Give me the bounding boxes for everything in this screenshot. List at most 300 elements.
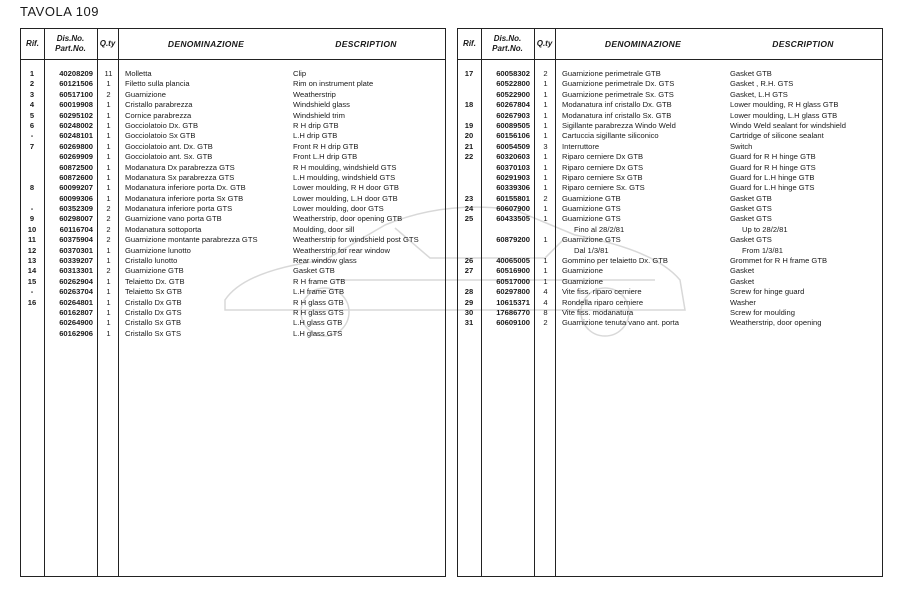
parts-row <box>21 235 445 245</box>
rif-cell: 25 <box>464 214 474 224</box>
rif-cell: - <box>30 204 34 214</box>
denominazione-cell: Modanatura inferiore porta Dx. GTB <box>125 183 246 193</box>
part-number-cell: 60339207 <box>59 256 93 266</box>
parts-row <box>458 111 882 121</box>
parts-row <box>458 173 882 183</box>
qty-cell: 1 <box>543 120 548 130</box>
part-number-cell: 60516900 <box>496 266 530 276</box>
description-cell: Rear window glass <box>293 256 357 266</box>
parts-row <box>21 298 445 308</box>
parts-row <box>21 152 445 162</box>
parts-row <box>458 308 882 318</box>
qty-cell: 1 <box>543 89 548 99</box>
parts-row <box>458 194 882 204</box>
description-cell: L.H moulding, windshield GTS <box>293 172 396 182</box>
description-cell: Up to 28/2/81 <box>742 224 788 234</box>
parts-row <box>21 277 445 287</box>
denominazione-cell: Vite fiss. modanatura <box>562 307 634 317</box>
parts-row <box>21 173 445 183</box>
qty-cell: 1 <box>543 172 548 182</box>
rif-header: Rif. <box>21 29 45 59</box>
part-header-line1: Dis.No. <box>56 34 85 43</box>
parts-row <box>21 142 445 152</box>
part-header-line2: Part.No. <box>55 44 86 53</box>
qty-cell: 1 <box>106 172 111 182</box>
qty-cell: 4 <box>543 287 548 297</box>
part-number-cell: 60267804 <box>496 100 530 110</box>
qty-cell: 1 <box>106 152 111 162</box>
denominazione-cell: Vite fiss. riparo cerniere <box>562 287 642 297</box>
parts-row <box>458 131 882 141</box>
denominazione-cell: Cristallo Dx GTS <box>125 307 182 317</box>
parts-row <box>21 287 445 297</box>
parts-row <box>458 163 882 173</box>
part-number-cell: 60522900 <box>496 89 530 99</box>
denominazione-cell: Guarnizione lunotto <box>125 245 191 255</box>
qty-cell: 2 <box>543 69 548 78</box>
part-number-cell: 60522800 <box>496 79 530 89</box>
description-cell: Guard for L.H hinge GTS <box>730 183 815 193</box>
part-header-line2: Part.No. <box>492 44 523 53</box>
parts-row <box>458 90 882 100</box>
parts-row <box>21 183 445 193</box>
description-cell: Cartridge of silicone sealant <box>730 131 824 141</box>
parts-row <box>21 69 445 79</box>
denominazione-cell: Guarnizione GTS <box>562 235 621 245</box>
qty-cell: 1 <box>106 297 111 307</box>
part-number-cell: 60295102 <box>59 110 93 120</box>
part-number-cell: 60517100 <box>59 89 93 99</box>
part-number-cell: 60872500 <box>59 162 93 172</box>
parts-row <box>458 142 882 152</box>
qty-header: Q.ty <box>97 29 119 59</box>
qty-cell: 2 <box>543 193 548 203</box>
left-parts-table <box>20 28 446 577</box>
description-header: DESCRIPTION <box>772 39 834 49</box>
description-cell: Gasket GTB <box>293 266 335 276</box>
qty-cell: 1 <box>106 318 111 328</box>
part-number-cell: 60263704 <box>59 287 93 297</box>
qty-cell: 1 <box>106 245 111 255</box>
denominazione-cell: Filetto sulla plancia <box>125 79 190 89</box>
qty-cell: 1 <box>543 276 548 286</box>
part-number-cell: 17686770 <box>496 307 530 317</box>
denominazione-cell: Telaietto Dx. GTB <box>125 276 185 286</box>
qty-cell: 1 <box>543 204 548 214</box>
part-number-cell: 60156106 <box>496 131 530 141</box>
description-cell: Screw for hinge guard <box>730 287 805 297</box>
description-cell: Grommet for R H frame GTB <box>730 256 828 266</box>
description-cell: Lower moulding, L.H glass GTB <box>730 110 838 120</box>
description-cell: Clip <box>293 69 307 78</box>
description-cell: Windshield glass <box>293 100 350 110</box>
description-cell: Weatherstrip for windshield post GTS <box>293 235 419 245</box>
denominazione-cell: Guarnizione tenuta vano ant. porta <box>562 318 679 328</box>
description-cell: Guard for L.H hinge GTB <box>730 172 815 182</box>
rif-cell: 4 <box>29 100 35 110</box>
part-number-cell: 60297800 <box>496 287 530 297</box>
part-number-cell: 60267903 <box>496 110 530 120</box>
description-cell: Gasket , R.H. GTS <box>730 79 794 89</box>
denominazione-cell: Gocciolatoio ant. Dx. GTB <box>125 141 213 151</box>
rif-cell: 16 <box>27 297 37 307</box>
parts-row <box>458 183 882 193</box>
right-rows <box>458 69 882 329</box>
rif-cell: 22 <box>464 152 474 162</box>
qty-cell: 1 <box>543 110 548 120</box>
qty-cell: 3 <box>543 141 548 151</box>
description-cell: Rim on instrument plate <box>293 79 374 89</box>
qty-cell: 1 <box>106 100 111 110</box>
description-cell: Gasket GTS <box>730 214 772 224</box>
qty-cell: 2 <box>106 266 111 276</box>
denominazione-cell: Sigillante parabrezza Windo Weld <box>562 120 676 130</box>
denominazione-cell: Rondella riparo cerniere <box>562 297 644 307</box>
denominazione-cell: Guarnizione GTB <box>125 266 184 276</box>
parts-row <box>458 256 882 266</box>
denominazione-cell: Riparo cerniere Dx GTS <box>562 162 644 172</box>
description-cell: R H glass GTB <box>293 297 344 307</box>
description-cell: Gasket GTB <box>730 193 772 203</box>
denominazione-cell: Dal 1/3/81 <box>574 245 609 255</box>
qty-cell: 11 <box>104 69 113 78</box>
qty-cell: 1 <box>543 162 548 172</box>
part-number-cell: 60339306 <box>496 183 530 193</box>
qty-cell: 1 <box>543 214 548 224</box>
parts-row <box>458 204 882 214</box>
parts-row <box>458 100 882 110</box>
rif-cell: 15 <box>27 276 37 286</box>
description-cell: Gasket, L.H GTS <box>730 89 788 99</box>
part-number-cell: 60019908 <box>59 100 93 110</box>
part-number-cell: 40208209 <box>59 69 93 78</box>
part-number-cell: 60433505 <box>496 214 530 224</box>
rif-cell: 8 <box>29 183 35 193</box>
denominazione-cell: Cristallo lunotto <box>125 256 178 266</box>
description-cell: Moulding, door sill <box>293 224 355 234</box>
rif-cell: 12 <box>27 245 37 255</box>
denominazione-cell: Modanatura inferiore porta GTS <box>125 204 233 214</box>
qty-cell: 1 <box>543 183 548 193</box>
description-cell: From 1/3/81 <box>742 245 783 255</box>
part-number-cell: 60264900 <box>59 318 93 328</box>
denominazione-cell: Gocciolatoio ant. Sx. GTB <box>125 152 213 162</box>
part-number-cell: 60248101 <box>59 131 93 141</box>
part-number-cell: 60313301 <box>59 266 93 276</box>
rif-cell: 9 <box>29 214 35 224</box>
parts-row <box>458 214 882 224</box>
rif-cell: 5 <box>29 110 35 120</box>
description-cell: L.H frame GTB <box>293 287 345 297</box>
rif-cell: 14 <box>27 266 37 276</box>
qty-cell: 1 <box>543 152 548 162</box>
part-number-cell: 60375904 <box>59 235 93 245</box>
part-number-cell: 60248002 <box>59 120 93 130</box>
denominazione-cell: Guarnizione perimetrale Sx. GTS <box>562 89 674 99</box>
right-parts-table <box>457 28 883 577</box>
qty-cell: 2 <box>106 214 111 224</box>
qty-cell: 2 <box>106 89 111 99</box>
parts-row <box>21 246 445 256</box>
qty-cell: 1 <box>106 193 111 203</box>
description-cell: Gasket <box>730 276 755 286</box>
part-number-cell: 60099207 <box>59 183 93 193</box>
description-cell: Windshield trim <box>293 110 345 120</box>
part-header <box>481 29 535 59</box>
parts-row <box>458 225 882 235</box>
description-cell: Gasket GTS <box>730 204 772 214</box>
denominazione-cell: Modanatura sottoporta <box>125 224 202 234</box>
rif-cell: 3 <box>29 89 35 99</box>
rif-cell: 27 <box>464 266 474 276</box>
part-number-cell: 60607900 <box>496 204 530 214</box>
description-cell: Lower moulding, R H door GTB <box>293 183 399 193</box>
description-cell: R H frame GTB <box>293 276 346 286</box>
left-rows <box>21 69 445 339</box>
rif-cell: 17 <box>464 69 474 78</box>
denominazione-cell: Guarnizione vano porta GTB <box>125 214 222 224</box>
part-number-cell: 40065005 <box>496 256 530 266</box>
qty-cell: 1 <box>543 100 548 110</box>
qty-cell: 1 <box>106 287 111 297</box>
parts-row <box>21 111 445 121</box>
parts-row <box>458 277 882 287</box>
description-cell: Lower moulding, L.H door GTB <box>293 193 398 203</box>
part-number-cell: 60162807 <box>59 307 93 317</box>
denominazione-cell: Modanatura inf cristallo Dx. GTB <box>562 100 672 110</box>
denominazione-cell: Guarnizione <box>562 276 603 286</box>
parts-row <box>21 194 445 204</box>
parts-row <box>21 131 445 141</box>
parts-row <box>458 318 882 328</box>
denominazione-cell: Cornice parabrezza <box>125 110 192 120</box>
rif-cell: 29 <box>464 297 474 307</box>
part-number-cell: 60089505 <box>496 120 530 130</box>
rif-cell: 7 <box>29 141 35 151</box>
denominazione-cell: Guarnizione <box>125 89 166 99</box>
description-cell: Screw for moulding <box>730 307 795 317</box>
part-number-cell: 60264801 <box>59 297 93 307</box>
part-number-cell: 60162906 <box>59 328 93 338</box>
denominazione-cell: Guarnizione GTS <box>562 204 621 214</box>
parts-row <box>21 308 445 318</box>
qty-cell: 4 <box>543 297 548 307</box>
part-number-cell: 60370301 <box>59 245 93 255</box>
parts-row <box>21 163 445 173</box>
description-cell: L.H glass GTB <box>293 318 343 328</box>
qty-cell: 8 <box>543 307 548 317</box>
parts-row <box>21 225 445 235</box>
description-cell: Front R H drip GTB <box>293 141 359 151</box>
denominazione-cell: Guarnizione GTB <box>562 193 621 203</box>
rif-cell: 30 <box>464 307 474 317</box>
rif-cell: 21 <box>464 141 474 151</box>
page-title: TAVOLA 109 <box>20 4 99 19</box>
denominazione-cell: Cristallo Sx GTS <box>125 328 182 338</box>
description-cell: Weatherstrip <box>293 89 336 99</box>
part-number-cell: 60269909 <box>59 152 93 162</box>
parts-row <box>21 214 445 224</box>
description-cell: L.H glass GTS <box>293 328 343 338</box>
rif-cell: 23 <box>464 193 474 203</box>
description-cell: Switch <box>730 141 753 151</box>
parts-row <box>21 266 445 276</box>
qty-cell: 1 <box>543 266 548 276</box>
denominazione-cell: Guarnizione GTS <box>562 214 621 224</box>
parts-row <box>458 69 882 79</box>
denominazione-cell: Fino al 28/2/81 <box>574 224 625 234</box>
rif-cell: - <box>30 131 34 141</box>
denominazione-cell: Guarnizione perimetrale GTB <box>562 69 661 78</box>
denominazione-cell: Cristallo Sx GTB <box>125 318 182 328</box>
part-number-cell: 60879200 <box>496 235 530 245</box>
part-number-cell: 60262904 <box>59 276 93 286</box>
qty-cell: 2 <box>106 224 111 234</box>
parts-row <box>458 287 882 297</box>
denominazione-header: DENOMINAZIONE <box>167 39 245 49</box>
denominazione-cell: Guarnizione <box>562 266 603 276</box>
parts-row <box>21 256 445 266</box>
description-cell: Front L.H drip GTB <box>293 152 358 162</box>
qty-cell: 1 <box>543 256 548 266</box>
part-header <box>44 29 98 59</box>
rif-cell: 31 <box>464 318 474 328</box>
denominazione-cell: Modanatura Dx parabrezza GTS <box>125 162 235 172</box>
rif-cell: - <box>30 287 34 297</box>
qty-cell: 1 <box>543 235 548 245</box>
parts-row <box>21 329 445 339</box>
qty-cell: 1 <box>106 110 111 120</box>
part-number-cell: 60269800 <box>59 141 93 151</box>
part-number-cell: 60121506 <box>59 79 93 89</box>
rif-cell: 2 <box>29 79 35 89</box>
qty-cell: 2 <box>106 235 111 245</box>
description-cell: Windo Weld sealant for windshield <box>730 120 846 130</box>
denominazione-cell: Riparo cerniere Sx. GTS <box>562 183 645 193</box>
rif-cell: 24 <box>464 204 474 214</box>
rif-cell: 13 <box>27 256 37 266</box>
denominazione-cell: Gocciolatoio Sx GTB <box>125 131 196 141</box>
qty-cell: 1 <box>543 131 548 141</box>
qty-cell: 1 <box>106 183 111 193</box>
description-cell: Gasket <box>730 266 755 276</box>
part-number-cell: 60320603 <box>496 152 530 162</box>
rif-cell: 26 <box>464 256 474 266</box>
denominazione-cell: Gommino per telaietto Dx. GTB <box>562 256 668 266</box>
description-cell: Weatherstrip, door opening GTB <box>293 214 403 224</box>
part-number-cell: 60116704 <box>59 224 93 234</box>
right-table-header <box>458 29 882 60</box>
description-cell: Weatherstrip, door opening <box>730 318 822 328</box>
description-header: DESCRIPTION <box>335 39 397 49</box>
part-number-cell: 60099306 <box>59 193 93 203</box>
description-cell: Lower moulding, door GTS <box>293 204 384 214</box>
parts-row <box>458 79 882 89</box>
parts-row <box>21 121 445 131</box>
description-cell: R H glass GTS <box>293 307 344 317</box>
qty-cell: 1 <box>106 276 111 286</box>
denominazione-cell: Modanatura inf cristallo Sx. GTB <box>562 110 672 120</box>
qty-header: Q.ty <box>534 29 556 59</box>
qty-cell: 1 <box>106 162 111 172</box>
denominazione-cell: Guarnizione montante parabrezza GTS <box>125 235 258 245</box>
parts-row <box>458 152 882 162</box>
denominazione-cell: Modanatura Sx parabrezza GTS <box>125 172 235 182</box>
rif-cell: 10 <box>27 224 37 234</box>
part-header-line1: Dis.No. <box>493 34 522 43</box>
part-number-cell: 60352309 <box>59 204 93 214</box>
qty-cell: 1 <box>106 307 111 317</box>
description-cell: Weatherstrip for rear window <box>293 245 390 255</box>
denominazione-cell: Cristallo parabrezza <box>125 100 193 110</box>
part-number-cell: 60609100 <box>496 318 530 328</box>
qty-cell: 1 <box>543 79 548 89</box>
qty-cell: 2 <box>106 204 111 214</box>
parts-row <box>458 246 882 256</box>
description-cell: Gasket GTS <box>730 235 772 245</box>
description-cell: L.H drip GTB <box>293 131 338 141</box>
denominazione-cell: Interruttore <box>562 141 600 151</box>
parts-row <box>21 318 445 328</box>
rif-cell: 1 <box>29 69 35 78</box>
description-cell: Guard for R H hinge GTS <box>730 162 816 172</box>
qty-cell: 1 <box>106 256 111 266</box>
qty-cell: 1 <box>106 141 111 151</box>
parts-row <box>21 204 445 214</box>
description-cell: R H drip GTB <box>293 120 339 130</box>
parts-row <box>21 100 445 110</box>
denominazione-cell: Modanatura inferiore porta Sx GTB <box>125 193 244 203</box>
part-number-cell: 60517000 <box>496 276 530 286</box>
denominazione-cell: Guarnizione perimetrale Dx. GTS <box>562 79 675 89</box>
part-number-cell: 60872600 <box>59 172 93 182</box>
parts-row <box>458 121 882 131</box>
rif-cell: 6 <box>29 120 35 130</box>
denominazione-cell: Riparo cerniere Sx GTB <box>562 172 643 182</box>
description-cell: Guard for R H hinge GTB <box>730 152 816 162</box>
qty-cell: 1 <box>106 328 111 338</box>
rif-header: Rif. <box>458 29 482 59</box>
denominazione-cell: Cartuccia sigillante siliconico <box>562 131 659 141</box>
denominazione-cell: Riparo cerniere Dx GTB <box>562 152 644 162</box>
description-cell: Washer <box>730 297 756 307</box>
qty-cell: 1 <box>106 79 111 89</box>
part-number-cell: 60058302 <box>496 69 530 78</box>
rif-cell: 18 <box>464 100 474 110</box>
denominazione-cell: Gocciolatoio Dx. GTB <box>125 120 199 130</box>
parts-row <box>458 266 882 276</box>
qty-cell: 2 <box>543 318 548 328</box>
part-number-cell: 60298007 <box>59 214 93 224</box>
part-number-cell: 60370103 <box>496 162 530 172</box>
denominazione-cell: Molletta <box>125 69 152 78</box>
denominazione-cell: Telaietto Sx GTB <box>125 287 182 297</box>
parts-row <box>21 90 445 100</box>
rif-cell: 28 <box>464 287 474 297</box>
qty-cell: 1 <box>106 131 111 141</box>
rif-cell: 19 <box>464 120 474 130</box>
rif-cell: 20 <box>464 131 474 141</box>
part-number-cell: 60291903 <box>496 172 530 182</box>
part-number-cell: 60155801 <box>496 193 530 203</box>
parts-row <box>458 235 882 245</box>
denominazione-header: DENOMINAZIONE <box>604 39 682 49</box>
parts-row <box>21 79 445 89</box>
description-cell: Gasket GTB <box>730 69 772 78</box>
parts-row <box>458 298 882 308</box>
part-number-cell: 60054509 <box>496 141 530 151</box>
part-number-cell: 10615371 <box>496 297 530 307</box>
